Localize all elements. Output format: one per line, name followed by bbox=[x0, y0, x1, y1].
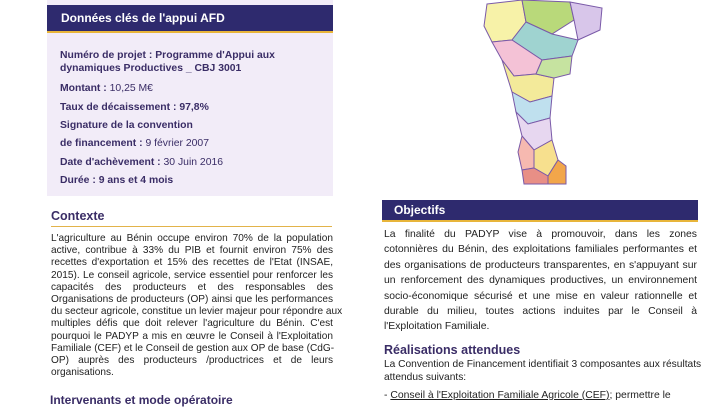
disbursement-rate: Taux de décaissement : 97,8% bbox=[60, 102, 209, 113]
context-line: Familiale (CEF) et le Conseil de gestion aux OP de base (CdG- bbox=[51, 342, 335, 354]
key-data-title: Données clés de l'appui AFD bbox=[61, 11, 225, 25]
context-line: du secteur agricole, constitue un levier majeur pour répondre aux bbox=[51, 306, 343, 318]
objectives-line: La finalité du PADYP vise à promouvoir, dans les zones bbox=[384, 229, 697, 240]
amount: Montant : 10,25 M€ bbox=[60, 83, 153, 94]
context-line: Organisations de producteurs (OP) ainsi que les performances bbox=[51, 294, 333, 306]
benin-map-icon bbox=[482, 0, 612, 188]
objectives-paragraph bbox=[384, 227, 697, 335]
signature-label: Signature de la convention bbox=[60, 120, 193, 131]
context-title: Contexte bbox=[51, 209, 105, 223]
results-title: Réalisations attendues bbox=[384, 343, 521, 357]
context-line: 2015). Le conseil agricole, service essentiel pour renforcer les bbox=[51, 269, 333, 281]
context-line: recettes d'exportation et 15% des recettes de l'Etat (INSAE, bbox=[51, 257, 333, 269]
results-item-1: - Conseil à l'Exploitation Familiale Agricole (CEF); permettre le bbox=[384, 390, 671, 401]
objectives-line: un renforcement des dynamiques productives, un environnement bbox=[384, 275, 697, 287]
benin-map bbox=[482, 0, 612, 188]
key-data-header bbox=[47, 5, 333, 33]
results-intro bbox=[384, 359, 702, 384]
project-number-line2: dynamiques Productives _ CBJ 3001 bbox=[60, 63, 242, 74]
context-line: L'agriculture au Bénin occupe environ 70% de la population bbox=[51, 233, 333, 244]
objectives-line: durable du milieu, toutes actions induites par le Conseil à bbox=[384, 306, 697, 318]
project-number-line1: Numéro de projet : Programme d'Appui aux bbox=[60, 50, 275, 61]
context-line: organisations. bbox=[51, 367, 114, 379]
objectives-line: socio-économique sécurisé et une mise en valeur rationnelle et bbox=[384, 290, 697, 302]
objectives-header bbox=[382, 200, 698, 222]
context-line: active, contribue à 33% du PIB et fournit environ 75% des bbox=[51, 245, 333, 257]
context-rule bbox=[51, 226, 332, 227]
objectives-title: Objectifs bbox=[394, 203, 446, 217]
completion-date: Date d'achèvement : 30 Juin 2016 bbox=[60, 157, 224, 168]
context-paragraph bbox=[51, 233, 343, 379]
objectives-line: des organisations de producteurs transparentes, en s'appuyant sur bbox=[384, 259, 697, 271]
financing-date: de financement : 9 février 2007 bbox=[60, 138, 209, 149]
objectives-line: l'Exploitation Familiale. bbox=[384, 321, 490, 333]
context-line: pourquoi le PADYP a mis en œuvre le Conseil à l'Exploitation bbox=[51, 330, 333, 342]
results-intro-line: attendus suivants: bbox=[384, 371, 467, 383]
intervenants-title: Intervenants et mode opératoire bbox=[50, 393, 233, 407]
duration: Durée : 9 ans et 4 mois bbox=[60, 175, 174, 186]
map-region-north-east-2 bbox=[570, 2, 602, 40]
objectives-line: cotonnières du Bénin, des exploitations familiales performantes et bbox=[384, 244, 697, 256]
context-line: OP) auprès des producteurs /productrices et de leurs bbox=[51, 355, 333, 367]
context-line: capacités des producteurs et des responsables des bbox=[51, 281, 333, 293]
context-line: multiples défis que doit relever l'agriculture du Bénin. C'est bbox=[51, 318, 333, 330]
results-intro-line: La Convention de Financement identifiait 3 composantes aux résultats bbox=[384, 359, 702, 370]
